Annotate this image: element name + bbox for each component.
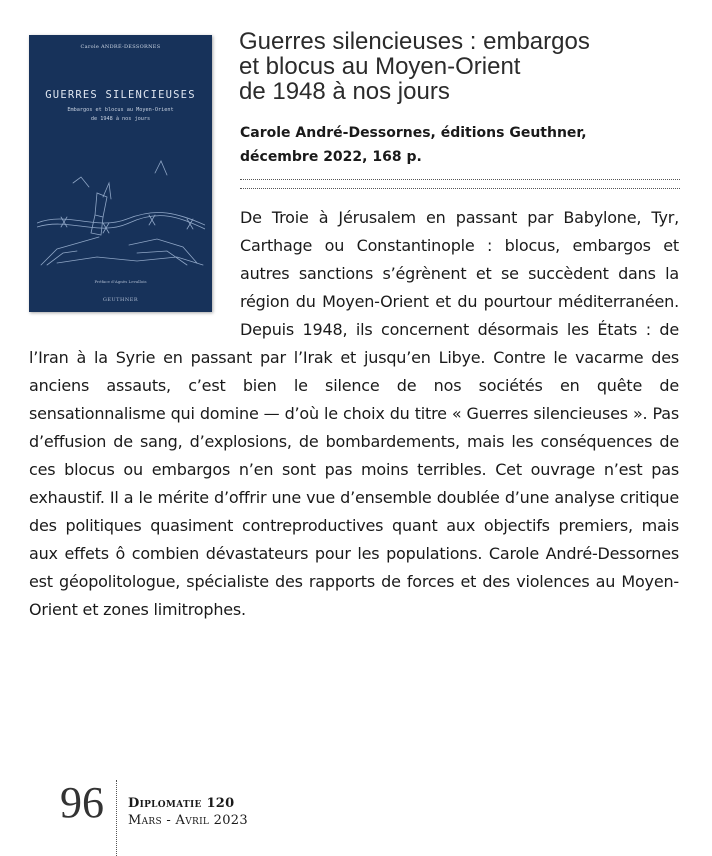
- book-metadata: [240, 121, 690, 169]
- cover-title: GUERRES SILENCIEUSES: [45, 89, 196, 101]
- book-metadata-line: Carole André-Dessornes, éditions Geuthner,: [240, 125, 587, 141]
- book-title: [239, 29, 689, 104]
- book-title-line: et blocus au Moyen-Orient: [239, 53, 521, 80]
- cover-publisher: GEUTHNER: [102, 297, 139, 303]
- issue-date: Mars - Avril 2023: [128, 813, 248, 828]
- page-number: 96: [60, 778, 104, 827]
- cover-subtitle: [41, 106, 200, 124]
- magazine-name: Diplomatie 120: [128, 796, 235, 811]
- cover-text-wrap-spacer: [29, 204, 240, 344]
- cover-subtitle-line: de 1948 à nos jours: [90, 116, 151, 122]
- dotted-divider: [240, 188, 680, 189]
- book-metadata-line: décembre 2022, 168 p.: [240, 149, 422, 165]
- dotted-divider: [240, 179, 680, 180]
- review-body-text: De Troie à Jérusalem en passant par Babylone, Tyr, Carthage ou Constantinople : blocus, embargos et autres sanctions s’égrènent et se succèdent dans la région du Moyen-Orient et du pourtour méditerranéen. Depuis 1948, ils concernent désormais les États : de l’Iran à la Syrie en passant par l’Irak et jusqu’en Libye. Contre le vacarme des anciens assauts, c’est bien le silence de nos sociétés en quête de sensationnalisme qui domine — d’où le choix du titre « Guerres silencieuses ». Pas d’effusion de sang, d’explosions, de bombardements, mais les conséquences de ces blocus ou embargos n’en sont pas moins terribles. Cet ouvrage n’est pas exhaustif. Il a le mérite d’offrir une vue d’ensemble doublée d’une analyse critique des politiques quasiment contreproductives quant aux objectifs premiers, mais aux effets ô combien dévastateurs pour les populations. Carole André-Dessornes est géopolitologue, spécialiste des rapports de forces et des violences au Moyen-Orient et zones limitrophes.: [29, 208, 679, 619]
- book-title-line: Guerres silencieuses : embargos: [239, 28, 590, 55]
- review-body: [29, 204, 679, 624]
- cover-preface: Préface d'Agnès Levallois: [94, 279, 147, 284]
- book-title-line: de 1948 à nos jours: [239, 78, 450, 105]
- footer-divider: [116, 780, 117, 856]
- cover-author: Carole ANDRÉ-DESSORNES: [80, 44, 161, 50]
- cover-subtitle-line: Embargos et blocus au Moyen-Orient: [67, 107, 174, 113]
